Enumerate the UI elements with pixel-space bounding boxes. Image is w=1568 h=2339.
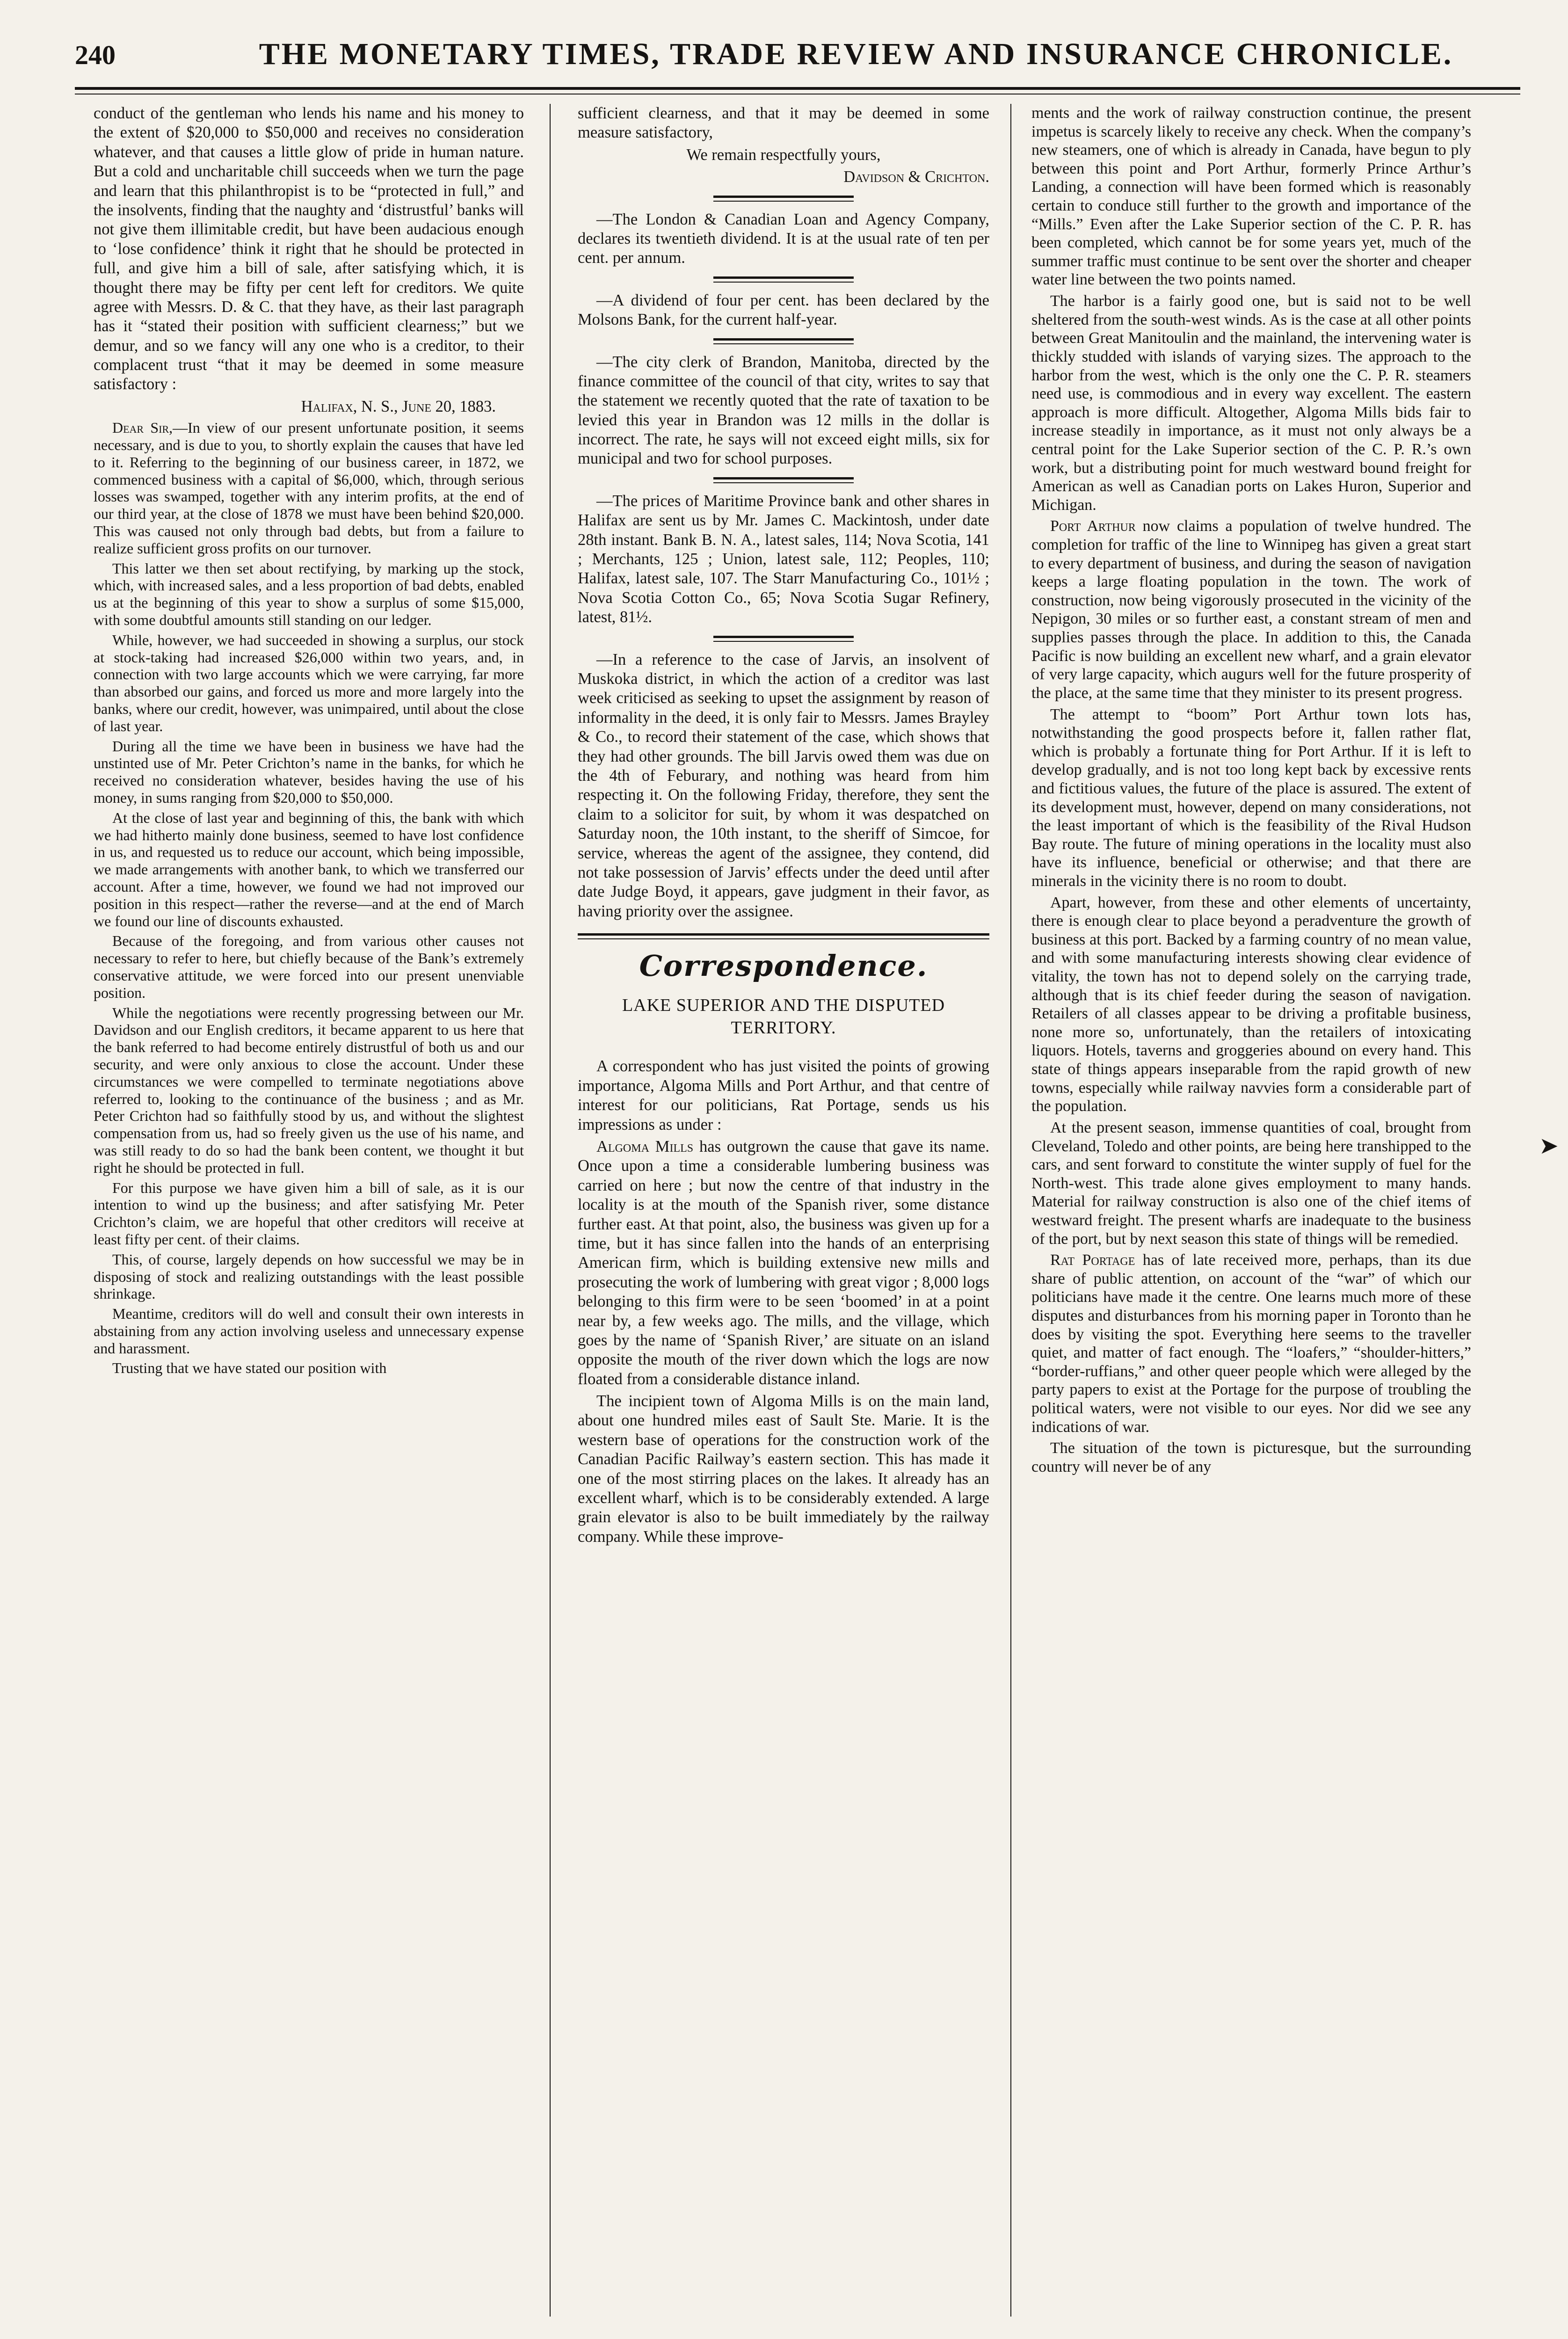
letter-paragraph: While, however, we had succeeded in showing a surplus, our stock at stock-taking had increased $26,000 within two years, and, in connection with two large accounts which we were carrying, far more than absorbed our gains, and forced us more and more largely into the banks, where our credit, however, was unimpaired, until about the close of last year. <box>94 631 524 734</box>
letter-paragraph: Trusting that we have stated our position with <box>112 1359 387 1377</box>
section-rule-thick <box>578 933 989 936</box>
running-head <box>75 33 1520 84</box>
column-divider-right <box>1010 104 1011 2317</box>
news-item: —A dividend of four per cent. has been declared by the Molsons Bank, for the current half-year. <box>578 291 989 329</box>
letter-paragraph: For this purpose we have given him a bill of sale, as it is our intention to wind up the business; and after satisfying Mr. Peter Crichton’s claim, we are hopeful that other creditors will receive at least fifty per cent. of their claims. <box>94 1179 524 1248</box>
article-heading: LAKE SUPERIOR AND THE DISPUTED TERRITORY. <box>622 995 945 1038</box>
newspaper-title: THE MONETARY TIMES, TRADE REVIEW AND INSURANCE CHRONICLE. <box>259 37 1453 71</box>
article-intro: A correspondent who has just visited the points of growing importance, Algoma Mills and Port Arthur, and that centre of interest for our politicians, Rat Portage, sends us his impressions as under : <box>578 1057 989 1133</box>
place-lead: Algoma Mills <box>596 1138 694 1156</box>
item-separator <box>713 338 854 341</box>
news-item: —The prices of Maritime Province bank and other shares in Halifax are sent us by Mr. James C. Mackintosh, under date 28th instant. Bank B. N. A., latest sales, 114; Nova Scotia, 141 ; Merchants, 125 ; Union, latest sale, 112; Peoples, 110; Halifax, latest sale, 107. The Starr Manufacturing Co., 101½ ; Nova Scotia Cotton Co., 65; Nova Scotia Sugar Refinery, latest, 81½. <box>578 492 989 626</box>
news-item: —The London & Canadian Loan and Agency Company, declares its twentieth dividend. It is at the usual rate of ten per cent. per annum. <box>578 210 989 267</box>
article-paragraph: Apart, however, from these and other elements of uncertainty, there is enough clear to place beyond a peradventure the growth of business at this port. Backed by a farming country of no mean value, and with some manufacturing interests showing clear evidence of vitality, the town has not to depend solely on the carrying trade, although that is its chief feeder during the season of navigation. Retailers of all classes appear to be driving a profitable business, none more so, unfortunately, than the retailers of intoxicating liquors. Hotels, taverns and groggeries abound on every hand. This state of things appears inseparable from the rapid growth of new towns, especially while railway navvies form a considerable part of the population. <box>1031 893 1471 1115</box>
letter-closing-text: sufficient clearness, and that it may be deemed in some measure satisfactory, <box>578 104 989 142</box>
news-item: —In a reference to the case of Jarvis, an insolvent of Muskoka district, in which the action of a creditor was last week criticised as seeking to upset the assignment by reason of informality in the deed, it is only fair to Messrs. James Brayley & Co., to record their statement of the case, which shows that they had other grounds. The bill Jarvis owed them was due on the 4th of Feburary, and nothing was heard from him respecting it. On the following Friday, therefore, they sent the claim to a solicitor for suit, by whom it was despatched on Saturday noon, the 10th instant, to the sheriff of Simcoe, for service, whereas the agent of the assignee, they contend, did not take possession of Jarvis’ effects under the deed until after date Judge Boyd, it appears, gave judgment in their favor, as having priority over the assignee. <box>578 650 989 920</box>
letter-paragraph: Meantime, creditors will do well and consult their own interests in abstaining from any action involving useless and unnecessary expense and harassment. <box>94 1305 524 1357</box>
column-middle <box>578 104 989 2317</box>
letter-salutation: Dear Sir, <box>112 419 173 436</box>
item-separator <box>713 636 854 638</box>
letter-paragraph: During all the time we have been in business we have had the unstinted use of Mr. Peter Crichton’s name in the banks, for which he received no consideration whatever, besides having the use of his money, in sums ranging from $20,000 to $50,000. <box>94 737 524 806</box>
section-heading: Correspondence. <box>639 949 928 983</box>
place-lead: Rat Portage <box>1050 1251 1135 1269</box>
article-paragraph: Algoma Mills has outgrown the cause that gave its name. Once upon a time a considerable lumbering business was carried on here ; but now the centre of that industry in the locality is at the mouth of the Spanish river, some distance further east. At that point, also, the business was given up for a time, but it has since fallen into the hands of an enterprising American firm, which is building extensive new mills and prosecuting the work of lumbering with great vigor ; 8,000 logs belonging to this firm were to be seen ‘boomed’ in at a point near by, a few weeks ago. The mills, and the village, which goes by the name of ‘Spanish River,’ are situate on an island opposite the mouth of the river down which the logs are now floated from a considerable distance inland. <box>578 1138 989 1388</box>
article-paragraph: Port Arthur now claims a population of twelve hundred. The completion for traffic of the line to Winnipeg has given a great start to every department of business, and during the season of navigation keeps a large floating population in the town. The work of construction, now being vigorously prosecuted in the vicinity of the Nepigon, 30 miles or so further east, a constant stream of men and supplies passes through the place. In addition to this, the Canada Pacific is now building an excellent new wharf, and a grain elevator of very large capacity, which augurs well for the future prosperity of the place, at the same time that they minister to its present progress. <box>1031 517 1471 702</box>
article-paragraph: Rat Portage has of late received more, perhaps, than its due share of public attention, on account of the “war” of which our politicians have made it the centre. One learns much more of these disputes and disturbances from his morning paper in Toronto than he does by visiting the spot. Everything here seems to the traveller quiet, and matter of fact enough. The “loafers,” “shoulder-hitters,” “border-ruffians,” and other queer people which were alleged by the party papers to exist at the Portage for the purpose of troubling the political waters, were not visible to our eyes. Nor did we see any indications of war. <box>1031 1251 1471 1436</box>
letter-signoff: We remain respectfully yours, <box>686 145 881 164</box>
page-number: 240 <box>75 40 116 70</box>
letter-dateline: Halifax, N. S., June 20, 1883. <box>301 397 496 415</box>
item-separator <box>713 276 854 279</box>
column-divider-left <box>550 104 551 2317</box>
margin-mark-glyph: ➤ <box>1539 1133 1559 1159</box>
place-lead: Port Arthur <box>1050 517 1136 535</box>
item-separator <box>713 196 854 198</box>
article-paragraph: At the present season, immense quantities of coal, brought from Cleveland, Toledo and other points, are being here transhipped to the cars, and sent forward to constitute the winter supply of fuel for the North-west. This trade alone gives employment to many hands. Material for railway construction is also one of the chief items of westward freight. The present wharfs are inadequate to the business of the port, but by next season this state of things will be remedied. <box>1031 1119 1471 1248</box>
article-paragraph: ments and the work of railway construction continue, the present impetus is scarcely likely to receive any check. When the company’s new steamers, one of which is already in Canada, have begun to ply between this point and Port Arthur, formerly Prince Arthur’s Landing, a connection will have been formed which is reasonably certain to conduce still further to the growth and importance of the “Mills.” Even after the Lake Superior section of the C. P. R. has been completed, which cannot be for some years yet, much of the summer traffic must continue to be sent over the shorter and cheaper water line between the two points named. <box>1031 104 1471 289</box>
section-rule-thin <box>578 938 989 939</box>
letter-body <box>94 419 524 1377</box>
letter-paragraph: While the negotiations were recently progressing between our Mr. Davidson and our English creditors, it became apparent to us here that the bank referred to had become entirely distrustful of both us and our security, and were only anxious to close the account. Under these circumstances we were compelled to terminate negotiations above referred to, looking to the continuance of the business ; and as Mr. Peter Crichton had so faithfully stood by us, and without the slightest compensation from us, had so freely given us the use of his name, and was still ready to do so had the bank been content, we thought it but right he should be protected in full. <box>94 1004 524 1176</box>
letter-paragraph: This latter we then set about rectifying, by marking up the stock, which, with increased sales, and a less proportion of bad debts, enabled us at the beginning of this year to show a surplus of some $15,000, with some doubtful amounts still standing on our ledger. <box>94 559 524 629</box>
letter-paragraph: This, of course, largely depends on how successful we may be in disposing of stock and realizing outstandings with the least possible shrinkage. <box>94 1250 524 1302</box>
article-paragraph: The attempt to “boom” Port Arthur town lots has, notwithstanding the good prospects before it, fallen rather flat, which is probably a fortunate thing for Port Arthur. If it is left to develop gradually, and is not too long kept back by excessive rents and fictitious values, the future of the place is assured. The extent of its development must, however, depend on many considerations, not the least important of which is the feasibility of the Rival Hudson Bay route. The future of mining operations in the locality must also have its influence, beneficial or otherwise; and that there are minerals in the vicinity there is no room to doubt. <box>1031 705 1471 890</box>
article-paragraph: The harbor is a fairly good one, but is said not to be well sheltered from the south-west winds. As is the case at all other points between Great Manitoulin and the mainland, the intervening water is thickly studded with islands of varying sizes. The approach to the harbor from the west, which is the only one the C. P. R. steamers need use, is commodious and in every way excellent. The eastern approach is more difficult. Altogether, Algoma Mills bids fair to increase steadily in importance, as it must not only always be a central point for the Lake Superior section of the C. P. R.’s own work, but a distributing point for much westward bound freight for American as well as Canadian ports on Lakes Huron, Superior and Michigan. <box>1031 292 1471 514</box>
letter-paragraph: At the close of last year and beginning of this, the bank with which we had hitherto mainly done business, seemed to have lost confidence in us, and requested us to reduce our account, which being impossible, we made arrangements with another bank, to which we transferred our account. After a time, however, we found we had not improved our position in this respect—rather the reverse—and at the end of March we found our line of discounts exhausted. <box>94 809 524 930</box>
letter-paragraph: Because of the foregoing, and from various other causes not necessary to refer to here, but chiefly because of the Bank’s extremely conservative attitude, we were forced into our present unenviable position. <box>94 932 524 1001</box>
news-item: —The city clerk of Brandon, Manitoba, directed by the finance committee of the council of that city, writes to say that the statement we recently quoted that the rate of taxation to be levied this year in Brandon was 12 mills in the dollar is incorrect. The rate, he says will not exceed eight mills, six for municipal and two for school purposes. <box>578 353 989 468</box>
header-rule-thick <box>75 87 1520 90</box>
editorial-paragraph: conduct of the gentleman who lends his name and his money to the extent of $20,000 to $50,000 and receives no consideration whatever, and that causes a little glow of pride in human nature. But a cold and uncharitable chill succeeds when we turn the page and learn that this philanthropist is to be “protected in full,” and the insolvents, finding that the naughty and ‘distrustful’ banks will not give them illimitable credit, but have been audacious enough to ‘lose confidence’ think it right that he should be protected in full, and give him a bill of sale, after satisfying which, it is thought there may be fifty per cent left for creditors. We quite agree with Messrs. D. & C. that they have, as their last paragraph has it “stated their position with sufficient clearness;” but we demur, and so we fancy will any one who is a creditor, to their complacent trust “that it may be deemed in some measure satisfactory : <box>94 104 524 393</box>
column-right <box>1031 104 1471 2317</box>
article-paragraph: The incipient town of Algoma Mills is on the main land, about one hundred miles east of Sault Ste. Marie. It is the western base of operations for the construction work of the Canadian Pacific Railway’s eastern section. This has made it one of the most stirring places on the lakes. It already has an excellent wharf, which is to be considerably extended. A large grain elevator is also to be built immediately by the railway company. While these improve- <box>578 1392 989 1546</box>
article-paragraph: The situation of the town is picturesque, but the surrounding country will never be of any <box>1031 1439 1471 1475</box>
item-separator <box>713 477 854 479</box>
column-left <box>94 104 524 2317</box>
letter-signature: Davidson & Crichton. <box>843 168 989 186</box>
letter-paragraph: Dear Sir,—In view of our present unfortunate position, it seems necessary, and is due to you, to shortly explain the causes that have led to it. Referring to the beginning of our business career, in 1872, we commenced business with a capital of $6,000, which, through serious losses was swamped, together with any interim profits, at the end of our third year, at the close of 1878 we must have been behind $20,000. This was caused not only through bad debts, but from a failure to realize sufficient gross profits on our turnover. <box>94 419 524 557</box>
